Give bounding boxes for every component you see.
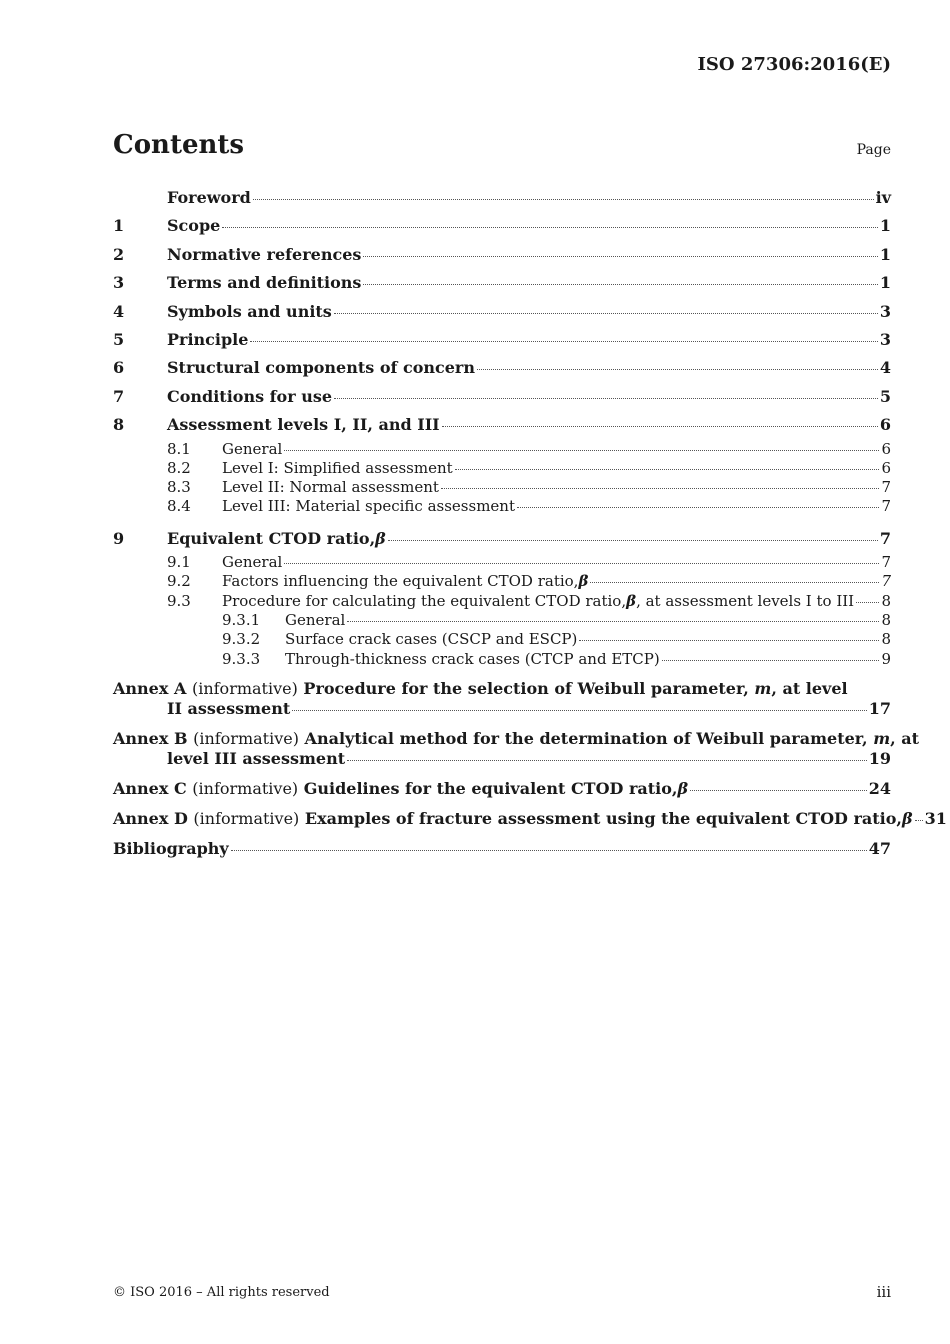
toc-entry-label: Through-thickness crack cases (CTCP and ETCP)	[285, 649, 660, 668]
dot-leader	[334, 313, 878, 314]
toc-entry-label: General	[222, 439, 283, 458]
toc-entry-label-cont: , at assessment levels I to III	[636, 591, 855, 610]
toc-page-number: 8	[881, 610, 891, 629]
toc-entry[interactable]	[113, 592, 891, 611]
toc-page-number: 7	[881, 572, 891, 591]
dot-leader	[222, 227, 878, 228]
toc-entry-label: General	[285, 610, 346, 629]
dot-leader	[284, 563, 879, 564]
dot-leader	[363, 284, 877, 285]
annex-symbol: m	[873, 728, 891, 748]
toc-entry-label: Bibliography	[113, 838, 229, 858]
annex-kind: (informative)	[191, 678, 298, 698]
toc-entry-number: 5	[113, 329, 125, 349]
toc-entry-label: Structural components of concern	[167, 358, 475, 378]
toc-page-number: 24	[868, 778, 891, 798]
dot-leader	[347, 760, 867, 761]
toc-entry-label: Surface crack cases (CSCP and ESCP)	[285, 630, 578, 649]
annex-title-line2: level III assessment	[167, 748, 346, 768]
annex-id: Annex C	[113, 778, 187, 798]
dot-leader	[388, 540, 878, 541]
toc-entry-label: Assessment levels I, II, and III	[167, 415, 440, 435]
toc-entry-label: Terms and definitions	[167, 273, 362, 293]
toc-entry-label: Normative references	[167, 244, 362, 264]
toc-entry[interactable]	[113, 459, 891, 478]
dot-leader	[284, 450, 879, 451]
dot-leader	[915, 820, 923, 821]
toc-entry-label: Level II: Normal assessment	[222, 478, 439, 497]
toc-entry[interactable]	[113, 553, 891, 572]
toc-entry[interactable]	[113, 440, 891, 459]
toc-page-number: 8	[881, 591, 891, 610]
toc-entry[interactable]	[113, 383, 891, 411]
toc-entry-label: Equivalent CTOD ratio,	[167, 528, 376, 548]
toc-entries	[113, 184, 891, 669]
toc-entry-symbol: β	[626, 591, 637, 610]
toc-page-number: 19	[868, 748, 891, 768]
document-id: ISO 27306:2016(E)	[697, 54, 891, 75]
footer-copyright: © ISO 2016 – All rights reserved	[113, 1285, 330, 1300]
toc-entry-label: Foreword	[167, 188, 251, 207]
table-of-contents	[113, 184, 947, 859]
toc-page-number: 7	[881, 478, 891, 497]
toc-entry-number: 2	[113, 244, 125, 264]
toc-page-number: 6	[879, 415, 891, 435]
toc-entry-label: Scope	[167, 216, 221, 236]
annex-id: Annex A	[113, 678, 187, 698]
toc-entry-number: 9.1	[167, 553, 191, 572]
dot-leader	[856, 602, 879, 603]
toc-entry-label: Principle	[167, 329, 249, 349]
toc-entry-number: 1	[113, 216, 125, 236]
toc-page-number: 6	[881, 458, 891, 477]
toc-entry-number: 8.4	[167, 497, 191, 516]
toc-entry[interactable]	[113, 298, 891, 326]
toc-page-number: 1	[879, 273, 891, 293]
toc-entry[interactable]	[113, 269, 891, 297]
dot-leader	[477, 369, 878, 370]
annex-title-cont: , at	[890, 728, 920, 748]
toc-page-number: 7	[881, 553, 891, 572]
toc-entry-label: Procedure for calculating the equivalent CTOD ratio,	[222, 591, 627, 610]
dot-leader	[441, 488, 880, 489]
toc-entry-number: 7	[113, 386, 125, 406]
dot-leader	[517, 507, 879, 508]
toc-entry-label: Symbols and units	[167, 301, 332, 321]
page-column-label: Page	[856, 142, 891, 158]
toc-entry[interactable]	[113, 411, 891, 439]
toc-entry-number: 9.3.2	[222, 630, 261, 649]
annex-symbol: β	[901, 808, 913, 828]
toc-entry[interactable]	[113, 212, 891, 240]
toc-entry-number: 8.3	[167, 478, 191, 497]
dot-leader	[363, 256, 877, 257]
dot-leader	[250, 341, 877, 342]
toc-entry-label: Level I: Simplified assessment	[222, 458, 453, 477]
dot-leader	[292, 710, 866, 711]
footer-page-number: iii	[876, 1283, 891, 1301]
annex-title: Procedure for the selection of Weibull parameter,	[303, 678, 755, 698]
toc-page-number: 1	[879, 244, 891, 264]
toc-entry-symbol: β	[578, 572, 589, 591]
toc-annex-a[interactable]	[113, 679, 891, 719]
toc-bibliography[interactable]	[113, 839, 891, 859]
dot-leader	[455, 469, 880, 470]
annex-title-line2: II assessment	[167, 698, 291, 718]
toc-entry[interactable]	[113, 184, 891, 212]
toc-page-number: 8	[881, 630, 891, 649]
toc-entry[interactable]	[113, 611, 891, 630]
toc-entry-number: 9.3.1	[222, 610, 261, 629]
toc-entry-number: 8.1	[167, 439, 191, 458]
toc-entry-label: General	[222, 553, 283, 572]
dot-leader	[231, 850, 867, 851]
annex-kind: (informative)	[193, 728, 299, 748]
toc-entry-symbol: β	[375, 528, 386, 548]
toc-annex-d[interactable]	[113, 808, 947, 829]
toc-entry-number: 9	[113, 528, 125, 548]
toc-page-number: 7	[879, 528, 891, 548]
toc-entry-number: 9.3	[167, 591, 191, 610]
toc-page-number: 47	[868, 838, 891, 858]
toc-page-number: 17	[868, 698, 891, 718]
toc-entry-number: 9.2	[167, 572, 191, 591]
toc-entry[interactable]	[113, 572, 891, 591]
toc-entry[interactable]	[113, 630, 891, 649]
annex-title: Analytical method for the determination of Weibull parameter,	[304, 728, 874, 748]
toc-page-number: 3	[879, 329, 891, 349]
toc-page-number: 31	[924, 808, 947, 828]
toc-entry-number: 9.3.3	[222, 649, 261, 668]
toc-entry[interactable]	[113, 650, 891, 669]
toc-entry-label: Conditions for use	[167, 386, 333, 406]
toc-page-number: 5	[879, 386, 891, 406]
toc-page-number: 7	[881, 497, 891, 516]
toc-entry[interactable]	[113, 326, 891, 354]
annex-title-cont: , at level	[771, 678, 848, 698]
toc-entry-number: 8	[113, 415, 125, 435]
toc-page-number: 6	[881, 439, 891, 458]
toc-page-number: 3	[879, 301, 891, 321]
dot-leader	[442, 426, 878, 427]
toc-page-number: 4	[879, 358, 891, 378]
annex-title: Guidelines for the equivalent CTOD ratio,	[303, 778, 678, 798]
dot-leader	[253, 199, 874, 200]
page-title: Contents	[113, 130, 245, 160]
toc-entry-number: 4	[113, 301, 125, 321]
dot-leader	[334, 398, 878, 399]
annex-symbol: m	[754, 678, 772, 698]
toc-annex-b[interactable]	[113, 728, 920, 769]
dot-leader	[590, 582, 879, 583]
toc-entry[interactable]	[113, 525, 891, 553]
dot-leader	[662, 660, 880, 661]
toc-page-number: iv	[875, 188, 891, 207]
annex-kind: (informative)	[192, 778, 299, 798]
toc-entry[interactable]	[113, 478, 891, 497]
annex-symbol: β	[677, 778, 689, 798]
toc-entry-number: 6	[113, 358, 125, 378]
annex-title: Examples of fracture assessment using the equivalent CTOD ratio,	[304, 808, 902, 828]
dot-leader	[690, 790, 867, 791]
toc-entry[interactable]	[113, 354, 891, 382]
toc-page-number: 1	[879, 216, 891, 236]
annex-id: Annex D	[113, 808, 188, 828]
toc-entry-number: 8.2	[167, 458, 191, 477]
toc-entry[interactable]	[113, 497, 891, 516]
annex-id: Annex B	[113, 728, 188, 748]
toc-annex-c[interactable]	[113, 779, 891, 799]
dot-leader	[347, 621, 879, 622]
toc-entry-label: Level III: Material specific assessment	[222, 497, 515, 516]
toc-entry-number: 3	[113, 273, 125, 293]
dot-leader	[579, 640, 879, 641]
toc-entry-label: Factors influencing the equivalent CTOD ratio,	[222, 572, 579, 591]
toc-entry[interactable]	[113, 241, 891, 269]
toc-page-number: 9	[881, 649, 891, 668]
annex-kind: (informative)	[193, 808, 300, 828]
